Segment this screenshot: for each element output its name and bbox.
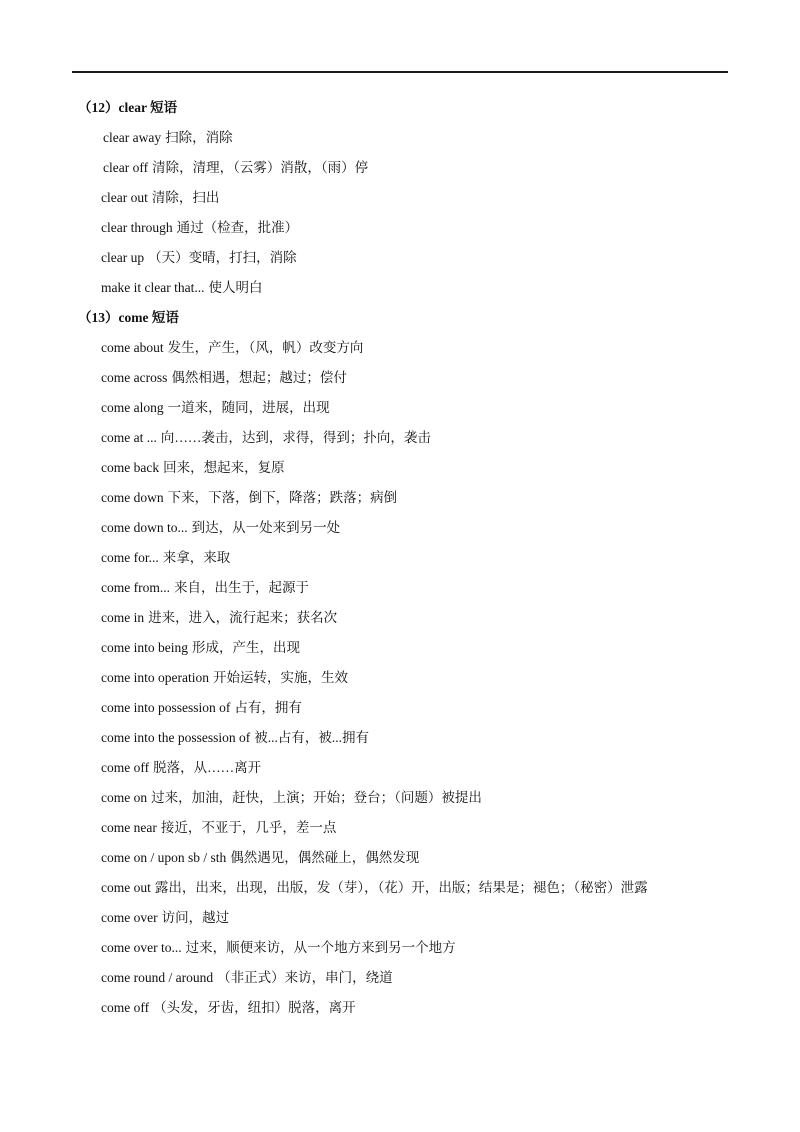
- phrase-entry: [72, 573, 752, 603]
- header-rule: [72, 71, 728, 73]
- phrase-term: come on: [101, 790, 148, 805]
- phrase-entry: [72, 693, 752, 723]
- phrase-meaning: 占有，拥有: [234, 700, 302, 715]
- phrase-meaning: 被...占有，被...拥有: [254, 730, 369, 745]
- phrase-meaning: 清除，扫出: [151, 190, 220, 205]
- phrase-meaning: 来自，出生于，起源于: [173, 580, 309, 595]
- phrase-term: clear off: [103, 160, 149, 175]
- section-heading-clear: （12）clear 短语: [78, 100, 178, 115]
- phrase-entry: [72, 873, 752, 903]
- phrase-term: make it clear that...: [101, 280, 205, 295]
- phrase-meaning: 使人明白: [208, 280, 263, 295]
- phrase-term: come along: [101, 400, 164, 415]
- phrase-entry: [72, 843, 752, 873]
- phrase-entry: [72, 543, 752, 573]
- phrase-entry: [72, 513, 752, 543]
- phrase-term: come over to...: [101, 940, 182, 955]
- phrase-meaning: 过来，顺便来访，从一个地方来到另一个地方: [185, 940, 456, 955]
- phrase-term: clear out: [101, 190, 148, 205]
- phrase-meaning: 开始运转，实施，生效: [212, 670, 348, 685]
- phrase-entry: [72, 393, 752, 423]
- phrase-term: come at ...: [101, 430, 157, 445]
- phrase-meaning: （头发，牙齿，纽扣）脱落，离开: [153, 1000, 356, 1015]
- phrase-meaning: 一道来，随同，进展，出现: [167, 400, 330, 415]
- phrase-meaning: 到达，从一处来到另一处: [191, 520, 341, 535]
- phrase-term: come into the possession of: [101, 730, 251, 745]
- phrase-entry: [72, 993, 752, 1023]
- phrase-term: clear up: [101, 250, 145, 265]
- phrase-term: come near: [101, 820, 157, 835]
- phrase-term: come round / around: [101, 970, 214, 985]
- phrase-term: come from...: [101, 580, 170, 595]
- phrase-entry: [72, 933, 752, 963]
- phrase-meaning: 形成，产生，出现: [191, 640, 300, 655]
- phrase-term: come into possession of: [101, 700, 231, 715]
- phrase-entry: [72, 963, 752, 993]
- phrase-entry: [72, 783, 752, 813]
- phrase-term: come on / upon sb / sth: [101, 850, 227, 865]
- phrase-meaning: 向……袭击，达到，求得，得到；扑向，袭击: [160, 430, 431, 445]
- phrase-entry: [72, 603, 752, 633]
- phrase-meaning: （天）变晴，打扫，消除: [148, 250, 297, 265]
- phrase-meaning: 清除，清理，（云雾）消散，（雨）停: [152, 160, 369, 175]
- phrase-meaning: 偶然遇见，偶然碰上，偶然发现: [230, 850, 420, 865]
- phrase-term: come across: [101, 370, 168, 385]
- phrase-meaning: 偶然相遇，想起；越过；偿付: [171, 370, 347, 385]
- phrase-entry: [72, 483, 752, 513]
- phrase-meaning: 通过（检查，批准）: [176, 220, 299, 235]
- phrase-meaning: 露出，出来，出现，出版，发（芽），（花）开，出版；结果是；褪色；（秘密）泄露: [154, 880, 648, 895]
- phrase-term: come off: [101, 1000, 150, 1015]
- phrase-meaning: 扫除，消除: [165, 130, 233, 145]
- phrase-term: clear away: [103, 130, 162, 145]
- phrase-meaning: 过来，加油，赶快，上演；开始；登台；（问题）被提出: [151, 790, 482, 805]
- phrase-entry: [72, 333, 752, 363]
- phrase-term: come into being: [101, 640, 188, 655]
- phrase-entry: [72, 813, 752, 843]
- phrase-entry: [72, 453, 752, 483]
- phrase-term: come out: [101, 880, 151, 895]
- phrase-entry: [72, 243, 752, 273]
- section-heading-come: （13）come 短语: [78, 310, 179, 325]
- phrase-term: come down: [101, 490, 164, 505]
- phrase-meaning: 访问，越过: [161, 910, 230, 925]
- phrase-entry: [72, 183, 752, 213]
- phrase-entry: [72, 123, 752, 153]
- phrase-term: come into operation: [101, 670, 209, 685]
- phrase-meaning: 来拿，来取: [162, 550, 231, 565]
- phrase-meaning: 脱落，从……离开: [153, 760, 262, 775]
- phrase-entry: [72, 153, 752, 183]
- phrase-meaning: 接近，不亚于，几乎，差一点: [160, 820, 337, 835]
- phrase-meaning: 下来，下落，倒下，降落；跌落；病倒: [167, 490, 398, 505]
- phrase-term: come down to...: [101, 520, 188, 535]
- phrase-term: come over: [101, 910, 158, 925]
- phrase-meaning: 回来，想起来，复原: [163, 460, 285, 475]
- phrase-entry: [72, 753, 752, 783]
- phrase-entry: [72, 273, 752, 303]
- phrase-term: come back: [101, 460, 160, 475]
- phrase-meaning: 发生，产生，（风，帆）改变方向: [167, 340, 364, 355]
- phrase-entry: [72, 723, 752, 753]
- phrase-term: come in: [101, 610, 145, 625]
- phrase-entry: [72, 423, 752, 453]
- phrase-entry: [72, 663, 752, 693]
- phrase-term: come off: [101, 760, 150, 775]
- phrase-term: come about: [101, 340, 164, 355]
- phrase-list: [72, 93, 752, 1023]
- phrase-entry: [72, 363, 752, 393]
- phrase-entry: [72, 213, 752, 243]
- phrase-meaning: （非正式）来访，串门，绕道: [217, 970, 393, 985]
- phrase-entry: [72, 633, 752, 663]
- phrase-term: clear through: [101, 220, 173, 235]
- phrase-term: come for...: [101, 550, 159, 565]
- phrase-meaning: 进来，进入，流行起来；获名次: [148, 610, 338, 625]
- phrase-entry: [72, 903, 752, 933]
